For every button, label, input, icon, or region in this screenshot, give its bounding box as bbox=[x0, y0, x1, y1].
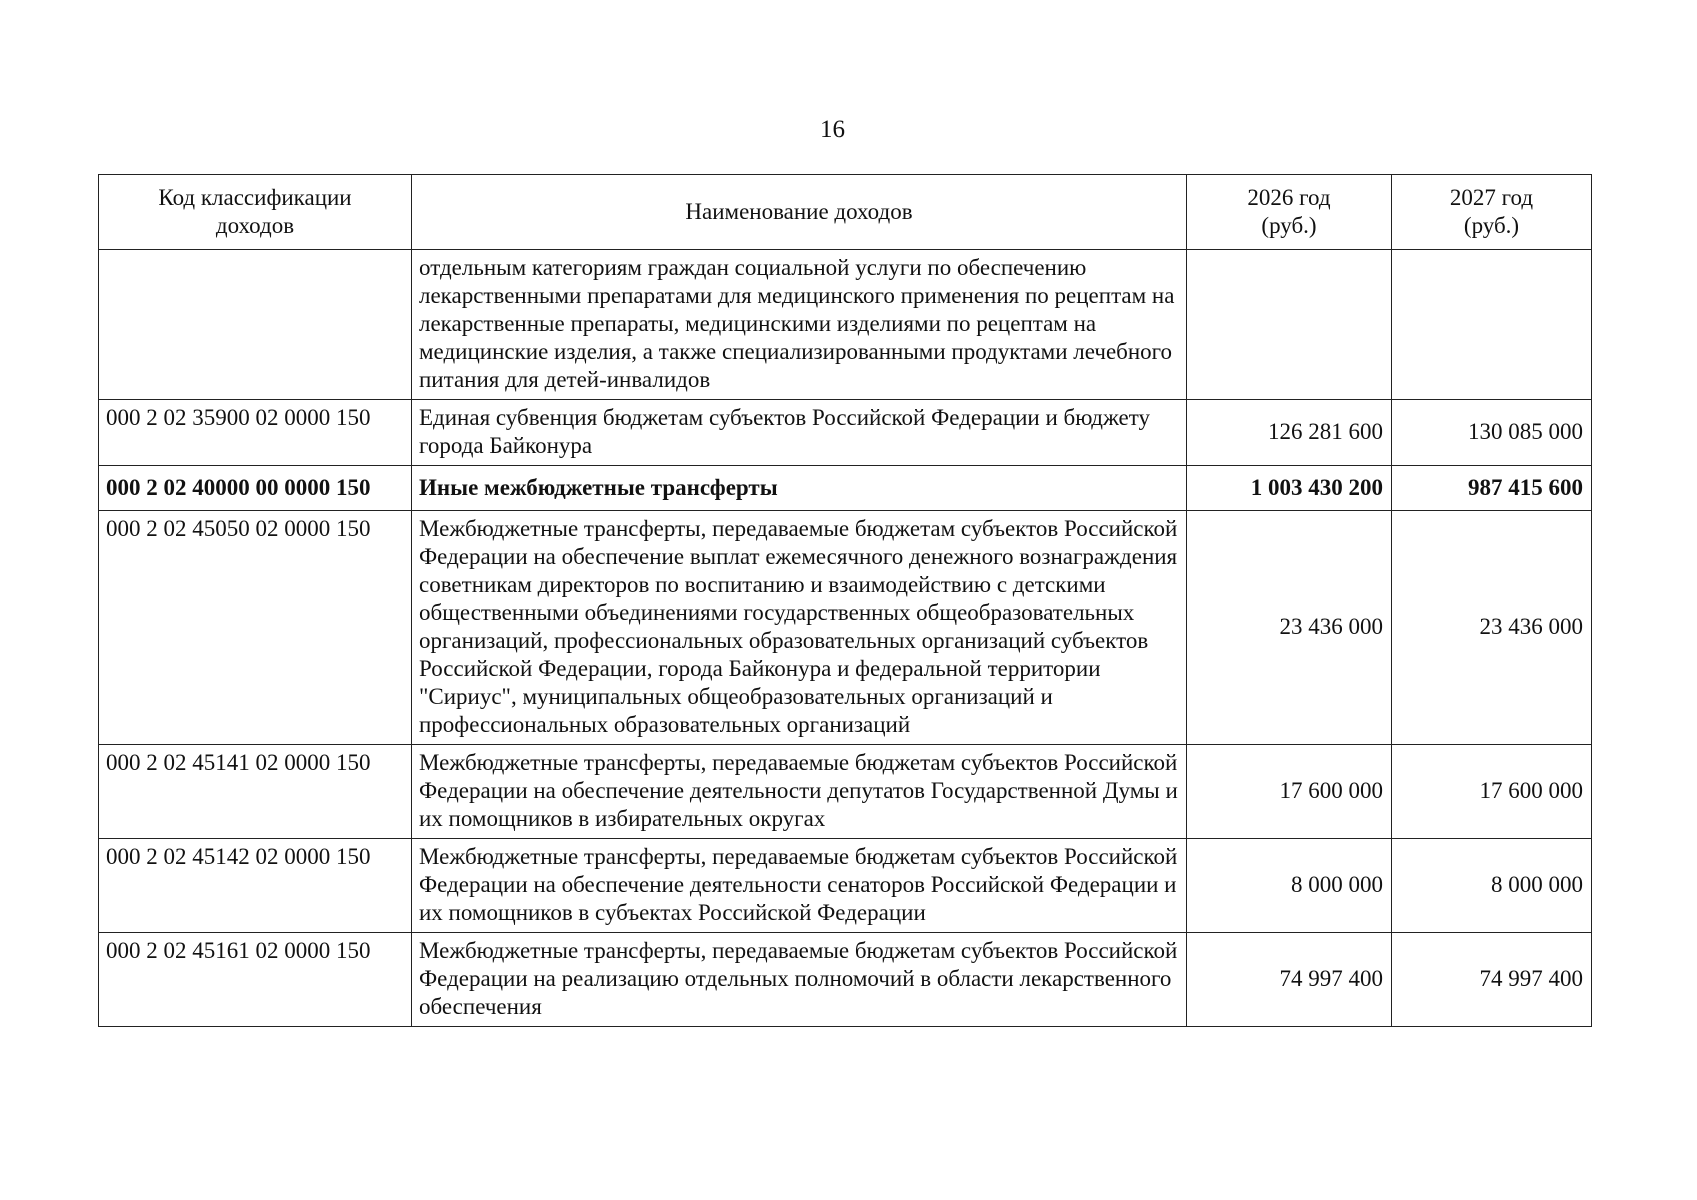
cell-code bbox=[99, 250, 412, 400]
header-code bbox=[99, 175, 412, 250]
table-row bbox=[99, 466, 1592, 511]
header-year-line: 2027 год bbox=[1449, 185, 1534, 210]
cell-code: 000 2 02 45141 02 0000 150 bbox=[99, 745, 412, 839]
table-row bbox=[99, 839, 1592, 933]
cell-2027: 23 436 000 bbox=[1392, 511, 1592, 745]
cell-code: 000 2 02 45142 02 0000 150 bbox=[99, 839, 412, 933]
table-row bbox=[99, 745, 1592, 839]
header-name: Наименование доходов bbox=[412, 175, 1187, 250]
header-year-line: (руб.) bbox=[1463, 213, 1520, 238]
cell-2026: 17 600 000 bbox=[1187, 745, 1392, 839]
table-row bbox=[99, 511, 1592, 745]
header-year-line: (руб.) bbox=[1261, 213, 1317, 238]
cell-2026 bbox=[1187, 250, 1392, 400]
cell-code: 000 2 02 35900 02 0000 150 bbox=[99, 400, 412, 466]
table-body bbox=[99, 250, 1592, 1027]
cell-2027: 17 600 000 bbox=[1392, 745, 1592, 839]
table-row bbox=[99, 933, 1592, 1027]
revenue-table bbox=[98, 174, 1592, 1027]
cell-name: Межбюджетные трансферты, передаваемые бюджетам субъектов Российской Федерации на обеспечение деятельности сенаторов Российской Федерации и их помощников в субъектах Российской Федерации bbox=[412, 839, 1187, 933]
page-number: 16 bbox=[820, 116, 845, 143]
cell-2027: 8 000 000 bbox=[1392, 839, 1592, 933]
header-code-line: Код классификации bbox=[158, 185, 352, 210]
cell-2026: 23 436 000 bbox=[1187, 511, 1392, 745]
cell-code: 000 2 02 45050 02 0000 150 bbox=[99, 511, 412, 745]
cell-2026: 74 997 400 bbox=[1187, 933, 1392, 1027]
cell-2026: 1 003 430 200 bbox=[1187, 466, 1392, 511]
cell-2026: 126 281 600 bbox=[1187, 400, 1392, 466]
cell-code: 000 2 02 45161 02 0000 150 bbox=[99, 933, 412, 1027]
header-year-2027 bbox=[1392, 175, 1592, 250]
table-row bbox=[99, 250, 1592, 400]
cell-2026: 8 000 000 bbox=[1187, 839, 1392, 933]
cell-2027: 130 085 000 bbox=[1392, 400, 1592, 466]
cell-code: 000 2 02 40000 00 0000 150 bbox=[99, 466, 412, 511]
header-year-line: 2026 год bbox=[1247, 185, 1331, 210]
cell-2027 bbox=[1392, 250, 1592, 400]
cell-2027: 74 997 400 bbox=[1392, 933, 1592, 1027]
cell-name: Межбюджетные трансферты, передаваемые бюджетам субъектов Российской Федерации на обеспечение выплат ежемесячного денежного вознаграждения советникам директоров по воспитанию и взаимодействию с детскими общественными объединениями государственных общеобразовательных организаций, профессиональных образовательных организаций субъектов Российской Федерации, города Байконура и федеральной территории "Сириус", муниципальных общеобразовательных организаций и профессиональных образовательных организаций bbox=[412, 511, 1187, 745]
cell-name: Межбюджетные трансферты, передаваемые бюджетам субъектов Российской Федерации на реализацию отдельных полномочий в области лекарственного обеспечения bbox=[412, 933, 1187, 1027]
table-row bbox=[99, 400, 1592, 466]
table-header-row bbox=[99, 175, 1592, 250]
header-year-2026 bbox=[1187, 175, 1392, 250]
header-code-line: доходов bbox=[215, 213, 295, 238]
cell-name: Межбюджетные трансферты, передаваемые бюджетам субъектов Российской Федерации на обеспечение деятельности депутатов Государственной Думы и их помощников в избирательных округах bbox=[412, 745, 1187, 839]
cell-name: Иные межбюджетные трансферты bbox=[412, 466, 1187, 511]
cell-name: Единая субвенция бюджетам субъектов Российской Федерации и бюджету города Байконура bbox=[412, 400, 1187, 466]
cell-name: отдельным категориям граждан социальной услуги по обеспечению лекарственными препаратами для медицинского применения по рецептам на лекарственные препараты, медицинскими изделиями по рецептам на медицинские изделия, а также специализированными продуктами лечебного питания для детей-инвалидов bbox=[412, 250, 1187, 400]
cell-2027: 987 415 600 bbox=[1392, 466, 1592, 511]
